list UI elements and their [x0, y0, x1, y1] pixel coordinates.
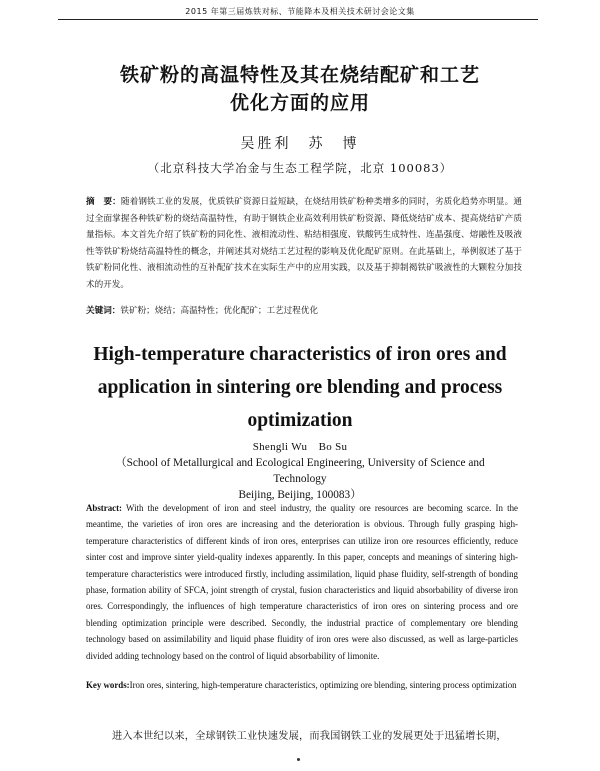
en-affiliation [100, 455, 500, 503]
cn-title-line-1: 铁矿粉的高温特性及其在烧结配矿和工艺 [119, 64, 480, 86]
body-first-line: 进入本世纪以来，全球钢铁工业快速发展，而我国钢铁工业的发展更处于迅猛增长期， [112, 731, 507, 742]
page-dot [297, 758, 300, 761]
cn-affiliation: （北京科技大学冶金与生态工程学院，北京 100083） [147, 161, 453, 175]
en-affiliation-line-2: Beijing, Beijing, 100083） [238, 489, 362, 501]
cn-title-line-2: 优化方面的应用 [229, 92, 370, 114]
en-title-line-1: High-temperature characteristics of iron ores and [93, 344, 507, 365]
en-affiliation-line-1: （School of Metallurgical and Ecological Engineering, University of Science and Technology [115, 457, 485, 485]
cn-abstract [86, 194, 522, 294]
en-authors: Shengli Wu Bo Su [252, 441, 348, 453]
cn-keywords-label: 关键词： [86, 306, 121, 316]
en-abstract-text: With the development of iron and steel industry, the quality ore resources are becoming scarce. In the meantime, the varieties of iron ores are increasing and the deterioration is obvious. Through fully grasping high-temperature characteristics of different kinds of iron ores, enterprises can utilize iron ore resources efficiently, reduce sinter cost and improve sinter yield-quality indexes apparently. In this paper, concepts and meanings of sintering high-temperature characteristics were introduced firstly, including assimilation, liquid phase fluidity, self-strength of bonding phase, formation ability of SFCA, joint strength of crystal, fusion characteristics and liquid absorbability of diverse iron ores. Correspondingly, the influences of high temperature characteristics of iron ores on sintering process and ore blending optimization principle were described. Secondly, the industrial practice of complementary ore blending technology based on assimilability and liquid phase fluidity of iron ores were also discussed, as well as large-particles divided adding technology based on the control of liquid absorbability of limonite. [86, 503, 518, 661]
en-title-line-2: application in sintering ore blending and process [97, 377, 503, 398]
cn-abstract-label: 摘 要： [86, 197, 121, 207]
cn-keywords [86, 304, 522, 316]
cn-keywords-text: 铁矿粉；烧结；高温特性；优化配矿；工艺过程优化 [120, 306, 319, 316]
en-title-line-3: optimization [247, 410, 353, 431]
en-keywords-label: Key words: [86, 680, 130, 690]
running-head: 2015 年第三届炼铁对标、节能降本及相关技术研讨会论文集 [185, 7, 415, 16]
en-keywords-text: Iron ores, sintering, high-temperature characteristics, optimizing ore blending, sintering process optimization [129, 680, 517, 690]
en-abstract-label: Abstract: [86, 503, 122, 513]
cn-abstract-text: 随着钢铁工业的发展，优质铁矿资源日益短缺，在烧结用铁矿粉种类增多的同时，劣质化趋势亦明显。通过全面掌握各种铁矿粉的烧结高温特性，有助于钢铁企业高效利用铁矿粉资源、降低烧结矿成本、提高烧结矿产质量指标。本文首先介绍了铁矿粉的同化性、液相流动性、粘结相强度、铁酸钙生成特性、连晶强度、熔融性及吸液性等铁矿粉烧结高温特性的概念，并阐述其对烧结工艺过程的影响及优化配矿原则。在此基础上，举例叙述了基于铁矿粉同化性、液相流动性的互补配矿技术在实际生产中的应用实践，以及基于抑制褐铁矿吸液性的大颗粒分加技术的开发。 [86, 197, 522, 290]
en-abstract [86, 500, 518, 664]
en-keywords [86, 677, 518, 693]
header-rule [58, 19, 538, 20]
cn-authors: 吴胜利 苏 博 [240, 136, 360, 152]
